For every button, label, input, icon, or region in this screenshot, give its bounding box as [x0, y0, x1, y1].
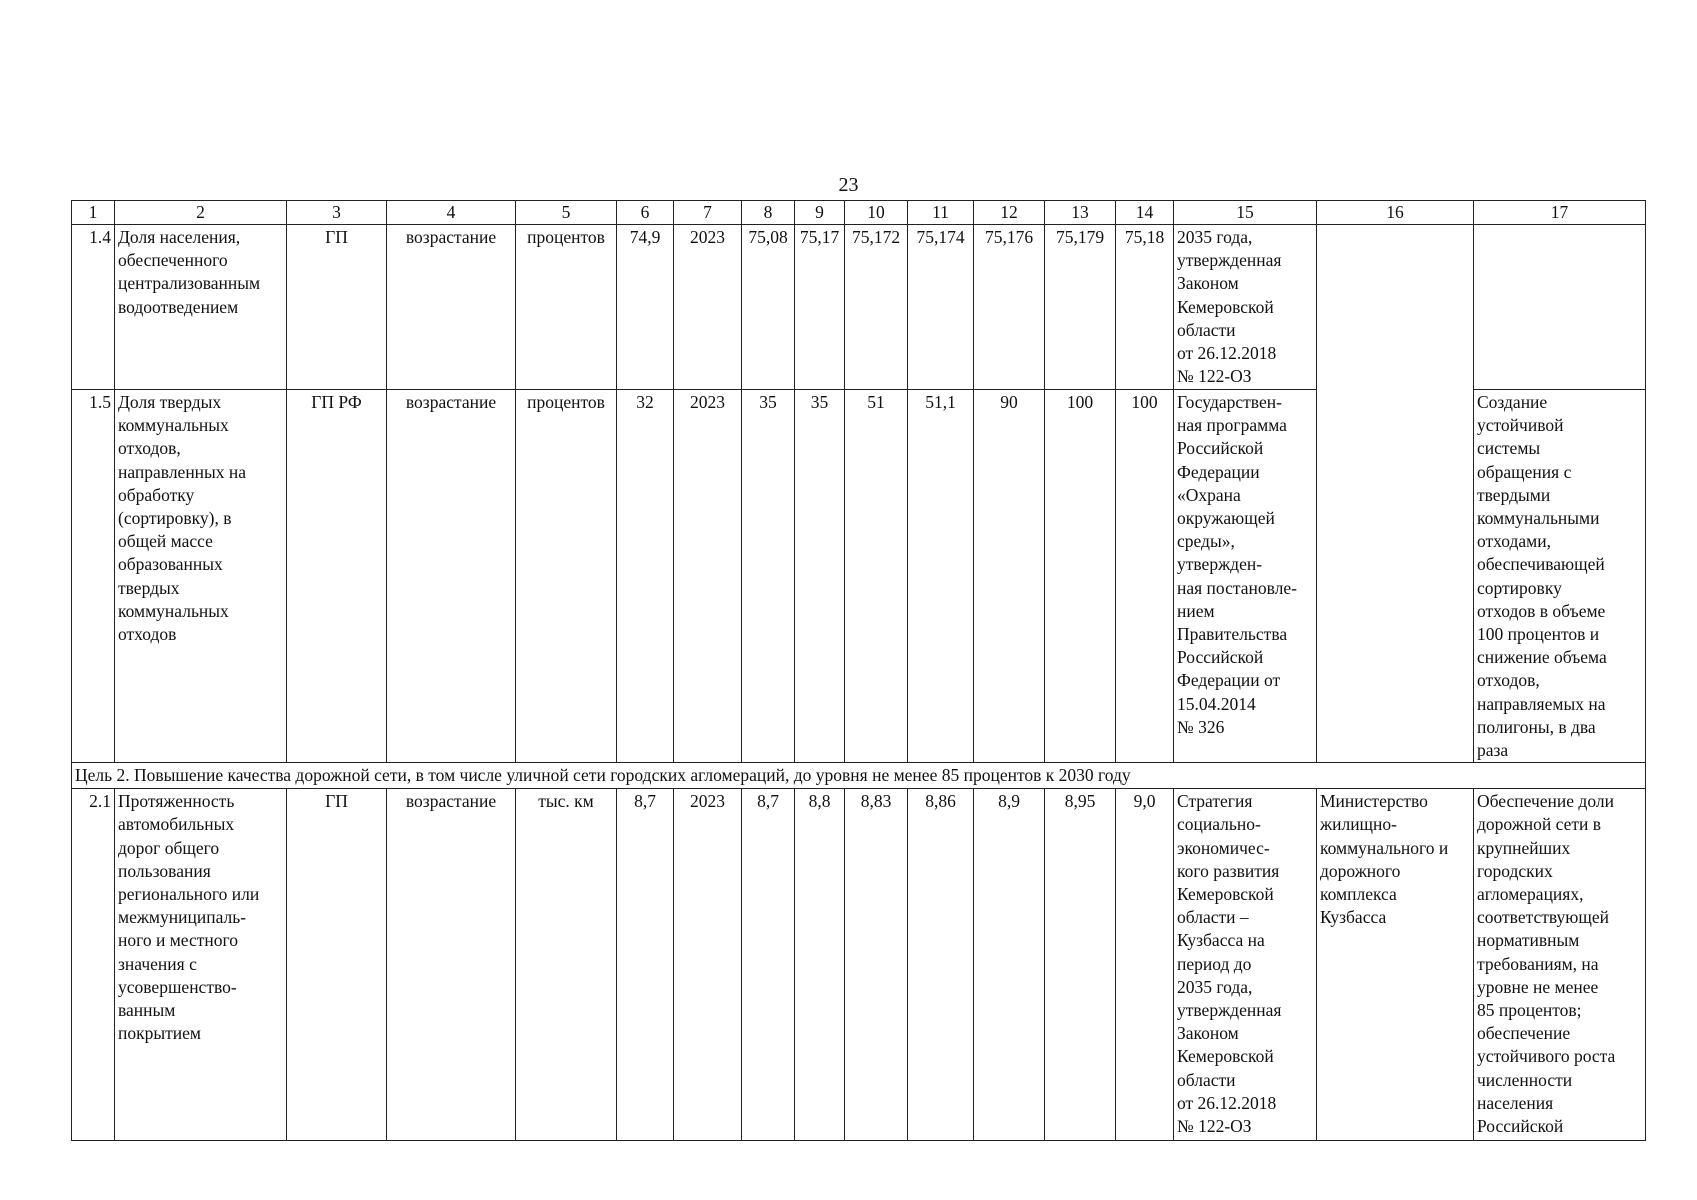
base-value: 74,9: [617, 225, 674, 390]
goal-heading: Цель 2. Повышение качества дорожной сети, в том числе уличной сети городских агломераций, до уровня не менее 85 процентов к 2030 году: [72, 763, 1646, 789]
base-year: 2023: [674, 789, 742, 1141]
value-col-9: 35: [795, 390, 845, 763]
row-number: 2.1: [72, 789, 115, 1141]
value-col-11: 75,174: [908, 225, 974, 390]
indicators-table: [71, 200, 1646, 1141]
row-number: 1.4: [72, 225, 115, 390]
value-col-8: 8,7: [742, 789, 795, 1141]
goal-row: [72, 763, 1646, 789]
header-cell-9: 9: [795, 201, 845, 225]
source-document: 2035 года, утвержденная Законом Кемеровской области от 26.12.2018 № 122-ОЗ: [1174, 225, 1317, 390]
responsible-body: Министерство жилищно- коммунального и дорожного комплекса Кузбасса: [1317, 789, 1474, 1141]
value-col-13: 75,179: [1045, 225, 1116, 390]
header-cell-8: 8: [742, 201, 795, 225]
responsible-body: [1317, 225, 1474, 763]
value-col-14: 75,18: [1116, 225, 1174, 390]
base-value: 8,7: [617, 789, 674, 1141]
page-number: 23: [838, 174, 859, 196]
header-cell-15: 15: [1174, 201, 1317, 225]
value-col-12: 90: [974, 390, 1045, 763]
indicator-name: Протяженность автомобильных дорог общего пользования регионального или межмуниципаль- ного и местного значения с усовершенство- ванным покрытием: [115, 789, 287, 1141]
indicator-level: ГП: [287, 225, 387, 390]
source-document: Стратегия социально- экономичес- кого развития Кемеровской области – Кузбасса на период до 2035 года, утвержденная Законом Кемеровской области от 26.12.2018 № 122-ОЗ: [1174, 789, 1317, 1141]
header-cell-6: 6: [617, 201, 674, 225]
value-col-12: 8,9: [974, 789, 1045, 1141]
value-col-8: 35: [742, 390, 795, 763]
header-cell-11: 11: [908, 201, 974, 225]
link-to-goal: [1474, 225, 1646, 390]
value-col-13: 8,95: [1045, 789, 1116, 1141]
indicator-name: Доля твердых коммунальных отходов, направленных на обработку (сортировку), в общей массе образованных твердых коммунальных отходов: [115, 390, 287, 763]
header-cell-13: 13: [1045, 201, 1116, 225]
header-cell-12: 12: [974, 201, 1045, 225]
header-row: [72, 201, 1646, 225]
value-col-11: 8,86: [908, 789, 974, 1141]
header-cell-3: 3: [287, 201, 387, 225]
value-col-9: 75,17: [795, 225, 845, 390]
header-cell-14: 14: [1116, 201, 1174, 225]
indicator-direction: возрастание: [387, 789, 516, 1141]
value-col-14: 100: [1116, 390, 1174, 763]
header-cell-4: 4: [387, 201, 516, 225]
header-cell-16: 16: [1317, 201, 1474, 225]
value-col-12: 75,176: [974, 225, 1045, 390]
base-year: 2023: [674, 390, 742, 763]
value-col-10: 8,83: [845, 789, 908, 1141]
header-cell-17: 17: [1474, 201, 1646, 225]
indicator-name: Доля населения, обеспеченного централизованным водоотведением: [115, 225, 287, 390]
header-cell-1: 1: [72, 201, 115, 225]
base-year: 2023: [674, 225, 742, 390]
header-cell-10: 10: [845, 201, 908, 225]
header-cell-5: 5: [516, 201, 617, 225]
table-row: [72, 789, 1646, 1141]
unit-of-measure: процентов: [516, 390, 617, 763]
indicator-direction: возрастание: [387, 225, 516, 390]
row-number: 1.5: [72, 390, 115, 763]
value-col-14: 9,0: [1116, 789, 1174, 1141]
table-row: [72, 225, 1646, 390]
value-col-10: 51: [845, 390, 908, 763]
base-value: 32: [617, 390, 674, 763]
indicator-level: ГП: [287, 789, 387, 1141]
link-to-goal: Создание устойчивой системы обращения с твердыми коммунальными отходами, обеспечивающей сортировку отходов в объеме 100 процентов и снижение объема отходов, направляемых на полигоны, в два раза: [1474, 390, 1646, 763]
indicator-direction: возрастание: [387, 390, 516, 763]
value-col-9: 8,8: [795, 789, 845, 1141]
header-cell-7: 7: [674, 201, 742, 225]
value-col-8: 75,08: [742, 225, 795, 390]
indicator-level: ГП РФ: [287, 390, 387, 763]
link-to-goal: Обеспечение доли дорожной сети в крупнейших городских агломерациях, соответствующей нормативным требованиям, на уровне не менее 85 процентов; обеспечение устойчивого роста численности населения Российской: [1474, 789, 1646, 1141]
source-document: Государствен- ная программа Российской Федерации «Охрана окружающей среды», утвержден- ная постановле- нием Правительства Российской Федерации от 15.04.2014 № 326: [1174, 390, 1317, 763]
value-col-13: 100: [1045, 390, 1116, 763]
header-cell-2: 2: [115, 201, 287, 225]
unit-of-measure: процентов: [516, 225, 617, 390]
unit-of-measure: тыс. км: [516, 789, 617, 1141]
value-col-10: 75,172: [845, 225, 908, 390]
value-col-11: 51,1: [908, 390, 974, 763]
